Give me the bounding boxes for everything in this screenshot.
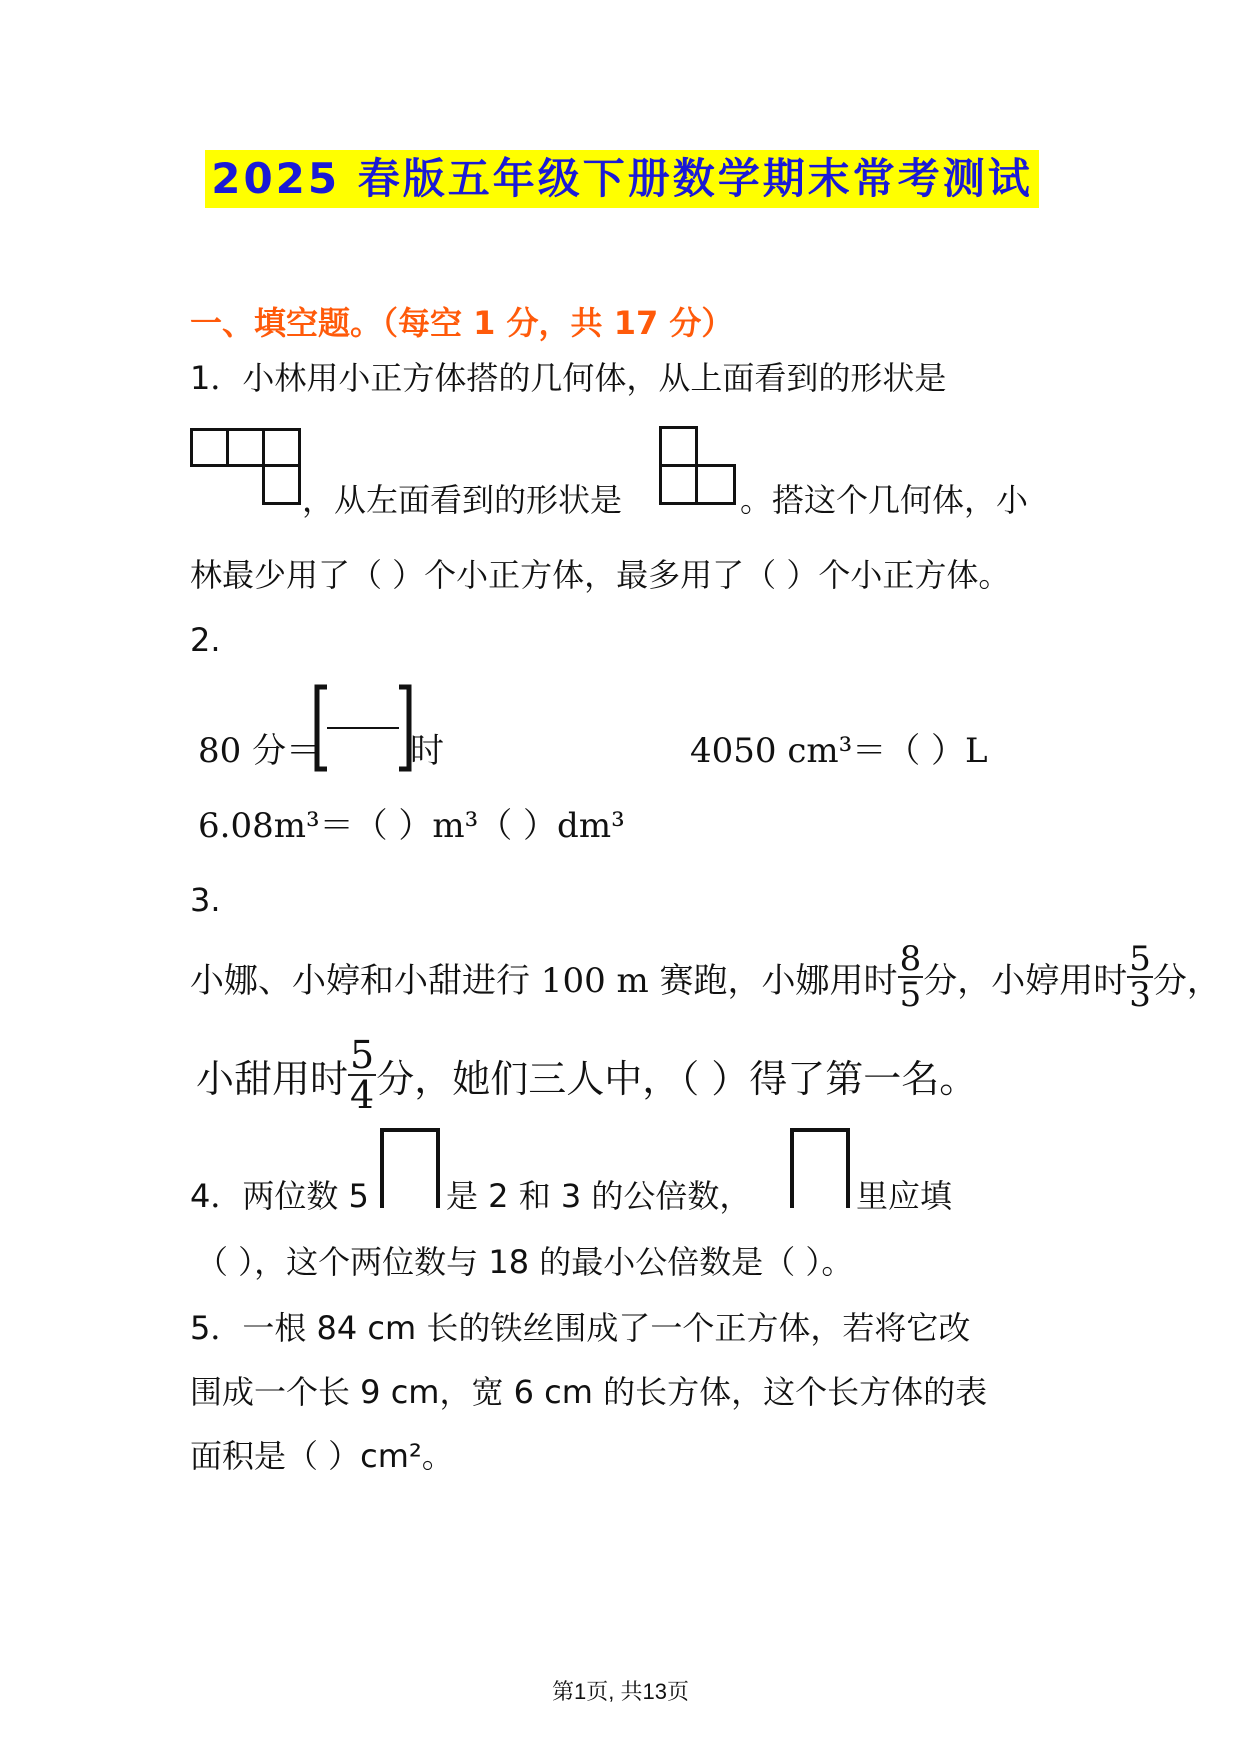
q3-text-5: 分，她们三人中，（ ）得了第一名。 (376, 1056, 978, 1101)
q1-line1: 1．小林用小正方体搭的几何体，从上面看到的形状是 (190, 359, 947, 397)
q4-box-blank-1 (378, 1126, 442, 1208)
q3-fraction-1 (898, 939, 924, 1015)
q4-text-3: 里应填 (856, 1177, 953, 1215)
q3-text-4: 小甜用时 (196, 1056, 349, 1101)
left-view-cell (661, 428, 697, 466)
q2-b: 4050 cm³＝（ ）L (690, 731, 988, 771)
q2-c: 6.08m³＝（ ）m³（ ）dm³ (198, 806, 625, 846)
q5-line3: 面积是（ ）cm²。 (190, 1437, 454, 1475)
q5-line1: 5．一根 84 cm 长的铁丝围成了一个正方体，若将它改 (190, 1309, 971, 1347)
top-view-cell (264, 430, 300, 466)
q3-text-3: 分， (1152, 960, 1221, 1001)
section-heading: 一、填空题。（每空 1 分，共 17 分） (190, 304, 734, 342)
q2-a-left: 80 分＝ (198, 731, 321, 771)
fraction-numerator: 8 (899, 939, 922, 979)
fraction-denominator: 3 (1129, 975, 1151, 1015)
fraction-numerator: 5 (350, 1033, 375, 1077)
q1-line2: ，从左面看到的形状是 (302, 481, 623, 519)
fraction-numerator: 5 (1129, 939, 1151, 979)
q3-fraction-3 (348, 1033, 376, 1117)
q1-line2-end: 。搭这个几何体，小 (740, 481, 1029, 519)
q2-number: 2. (190, 621, 221, 659)
top-view-figure (190, 428, 302, 506)
q2-a-right: 时 (410, 731, 444, 771)
q3-text-2: 分，小婷用时 (923, 960, 1128, 1001)
q4-box-blank-2 (788, 1126, 852, 1208)
left-view-cell (661, 466, 697, 504)
q4-text-2: 是 2 和 3 的公倍数， (446, 1177, 752, 1215)
left-view-cell (697, 466, 735, 504)
page-title: 2025 春版五年级下册数学期末常考测试 (205, 150, 1039, 208)
page-footer: 第1页, 共13页 (552, 1679, 689, 1704)
q3-fraction-2 (1127, 939, 1153, 1015)
q4-text-1: 4．两位数 5 (190, 1177, 369, 1215)
top-view-cell (264, 466, 300, 504)
fraction-denominator: 4 (350, 1073, 375, 1117)
left-view-figure (656, 426, 738, 506)
q3-line1 (190, 935, 1221, 1019)
q3-line2 (196, 1030, 977, 1120)
fraction-denominator: 5 (899, 975, 922, 1015)
top-view-cell (228, 430, 264, 466)
q5-line2: 围成一个长 9 cm，宽 6 cm 的长方体，这个长方体的表 (190, 1373, 988, 1411)
q3-text-1: 小娜、小婷和小甜进行 100 m 赛跑，小娜用时 (190, 960, 898, 1001)
q4-line2: （ ），这个两位数与 18 的最小公倍数是（ ）。 (196, 1243, 854, 1281)
q2-fraction-blank (313, 683, 413, 773)
q3-number: 3. (190, 881, 221, 919)
q1-line3: 林最少用了（ ）个小正方体，最多用了（ ）个小正方体。 (190, 556, 1011, 594)
top-view-cell (192, 430, 228, 466)
